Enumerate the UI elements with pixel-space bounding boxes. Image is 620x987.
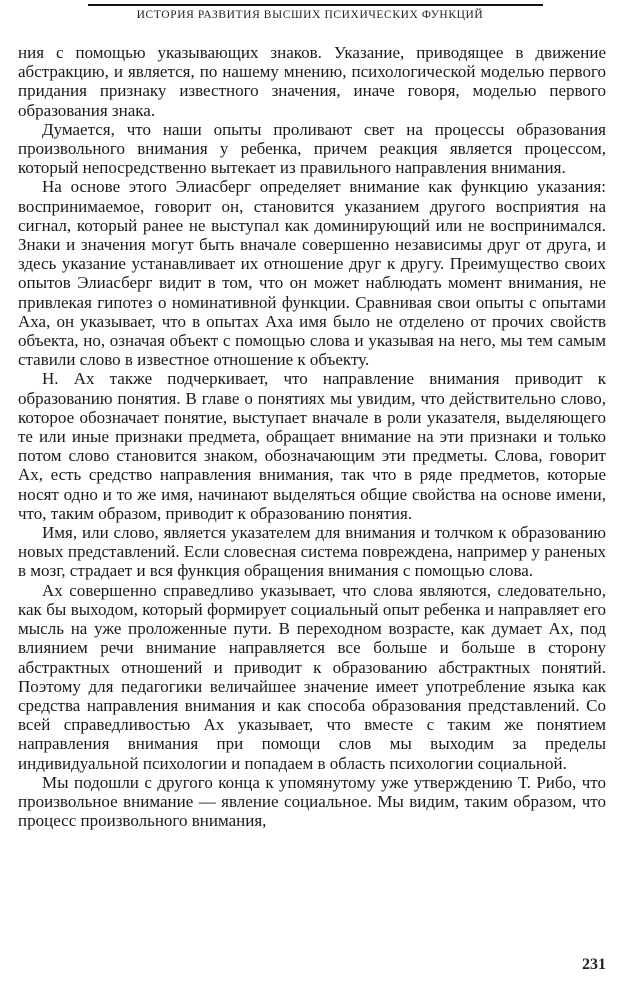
header-rule: [88, 4, 543, 6]
paragraph-5: Имя, или слово, является указателем для внимания и толчком к образованию новых представлений. Если словесная система повреждена, например у раненых в мозг, страдает и вся функция обращения внимания с помощью слова.: [18, 523, 606, 581]
page-number: 231: [582, 956, 606, 973]
page-body: [18, 43, 606, 830]
running-head: ИСТОРИЯ РАЗВИТИЯ ВЫСШИХ ПСИХИЧЕСКИХ ФУНКЦИЙ: [136, 9, 484, 21]
paragraph-7: Мы подошли с другого конца к упомянутому уже утверждению Т. Рибо, что произвольное внимание — явление социальное. Мы видим, таким образом, что процесс произвольного внимания,: [18, 772, 606, 831]
paragraph-4: Н. Ах также подчеркивает, что направление внимания приводит к образованию понятия. В главе о понятиях мы увидим, что действительно слово, которое обозначает понятие, выступает вначале в роли указателя, выделяющего те или иные признаки предмета, обращает внимание на эти признаки и только потом слово становится знаком, обозначающим эти предметы. Слова, говорит Ах, есть средство направления внимания, так что в ряде предметов, которые носят одно и то же имя, начинают выделяться общие свойства на основе имени, что, таким образом, приводит к образованию понятия.: [18, 369, 606, 523]
paragraph-6: Ах совершенно справедливо указывает, что слова являются, следовательно, как бы выходом, который формирует социальный опыт ребенка и направляет его мысль на уже проложенные пути. В переходном возрасте, как думает Ах, под влиянием речи внимание направляется все больше и больше в сторону абстрактных отношений и приводит к образованию абстрактных понятий. Поэтому для педагогики величайшее значение имеет употребление языка как средства направления внимания и как способа образования представлений. Со всей справедливостью Ах указывает, что вместе с таким же понятием направления внимания при помощи слов мы выходим за пределы индивидуальной психологии и попадаем в область психологии социальной.: [18, 580, 606, 773]
paragraph-2: Думается, что наши опыты проливают свет на процессы образования произвольного внимания у ребенка, причем реакция является процессом, который непосредственно вытекает из правильного направления внимания.: [18, 119, 606, 178]
paragraph-3: На основе этого Элиасберг определяет внимание как функцию указания: воспринимаемое, говорит он, становится указанием другого восприятия на сигнал, который ранее не выступал как доминирующий или не воспринимался. Знаки и значения могут быть вначале совершенно независимы друг от друга, и здесь указание устанавливает их отношение друг к другу. Преимущество своих опытов Элиасберг видит в том, что он может наблюдать момент внимания, не привлекая гипотез о номинативной функции. Сравнивая свои опыты с опытами Аха, он указывает, что в опытах Аха имя было не отделено от прочих свойств объекта, но, означая объект с помощью слова и указывая на него, мы тем самым ставили слово в известное отношение к объекту.: [18, 177, 606, 370]
paragraph-1: ния с помощью указывающих знаков. Указание, приводящее в движение абстракцию, и является, по нашему мнению, психологической моделью первого придания признаку известного значения, иначе говоря, моделью первого образования знака.: [18, 43, 606, 120]
